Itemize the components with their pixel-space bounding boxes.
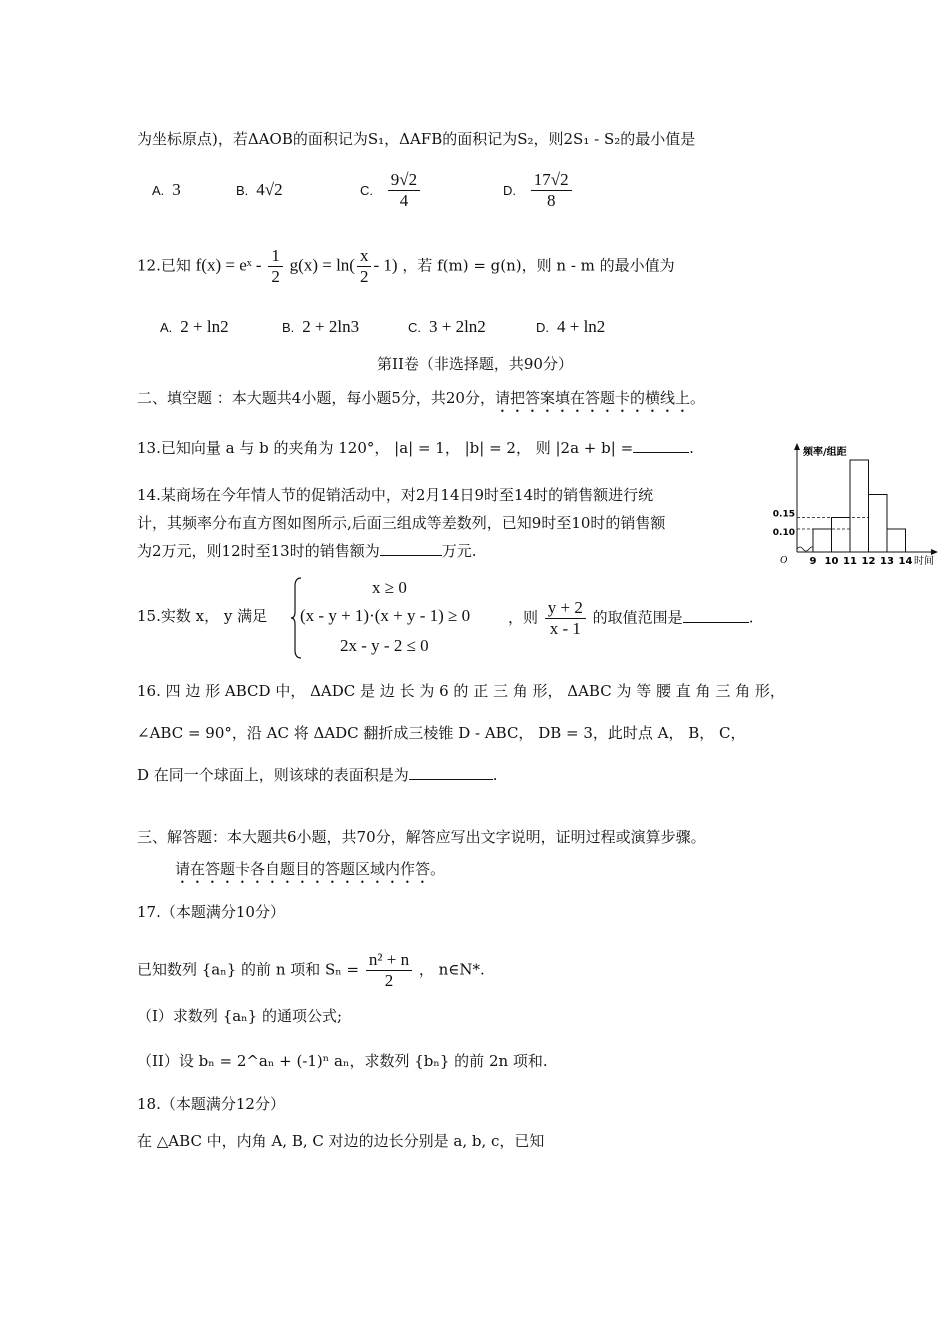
q12-option-b: B. 2 + 2ln3 bbox=[282, 317, 360, 336]
q13-answer-blank bbox=[633, 438, 689, 453]
x-tick-label: 11 bbox=[843, 556, 857, 567]
q14-line-3: 为2万元，则12时至13时的销售额为 万元. bbox=[137, 542, 477, 560]
q18-title: 18.（本题满分12分） bbox=[137, 1095, 285, 1113]
histogram-bar bbox=[887, 529, 906, 552]
histogram-bar bbox=[813, 529, 832, 552]
q12-option-a: A. 2 + ln2 bbox=[160, 317, 229, 336]
q11-option-c: C. $\frac{9√2}{4}$ bbox=[360, 170, 422, 211]
q15-condition-2: (x - y + 1)·(x + y - 1) ≥ 0 bbox=[300, 606, 471, 625]
q15-answer-blank bbox=[683, 608, 749, 623]
q17-part-2: （II）设 bₙ = 2^aₙ + (-1)ⁿ aₙ，求数列 {bₙ} 的前 2n 项和. bbox=[137, 1052, 548, 1070]
x-tick-label: 14 bbox=[898, 556, 913, 567]
q14-answer-blank bbox=[380, 541, 442, 556]
section3-heading: 三、解答题：本大题共6小题，共70分，解答应写出文字说明，证明过程或演算步骤。 bbox=[137, 828, 706, 846]
q11-stem-line: 为坐标原点)，若ΔAOB的面积记为S₁，ΔAFB的面积记为S₂，则2S₁ - S₂的最小值是 bbox=[137, 130, 696, 148]
histogram-bar bbox=[869, 495, 888, 553]
q12-stem: 12.已知 f(x) = eˣ - $\frac{1}{2}$ g(x) = ln( $\frac{x}{2}$ - 1) ，若 f(m) = g(n)，则 n - m 的最小值为 bbox=[137, 246, 675, 286]
section2-heading: 二、填空题 ：本大题共4小题，每小题5分，共20分，请把答案填在答题卡的横线上。 bbox=[137, 389, 705, 407]
axis-break bbox=[797, 547, 815, 551]
q14-line-2: 计，其频率分布直方图如图所示,后面三组成等差数列，已知9时至10时的销售额 bbox=[137, 514, 666, 532]
q14-line-1: 14.某商场在今年情人节的促销活动中，对2月14日9时至14时的销售额进行统 bbox=[137, 486, 654, 504]
x-tick-label: 13 bbox=[880, 556, 894, 567]
q12-option-d: D. 4 + ln2 bbox=[536, 317, 606, 336]
q18-stem: 在 △ABC 中，内角 A, B, C 对边的边长分别是 a, b, c，已知 bbox=[137, 1132, 545, 1150]
q17-title: 17.（本题满分10分） bbox=[137, 903, 285, 921]
q16-line-3: D 在同一个球面上，则该球的表面积是为 . bbox=[137, 766, 498, 784]
x-tick-label: 10 bbox=[824, 556, 839, 567]
q12-option-c: C. 3 + 2ln2 bbox=[408, 317, 486, 336]
y-tick-label: 0.10 bbox=[773, 528, 795, 538]
frequency-histogram bbox=[773, 440, 945, 570]
q15-condition-1: x ≥ 0 bbox=[372, 578, 407, 597]
q11-option-a: A. 3 bbox=[152, 180, 181, 199]
part2-title: 第II卷（非选择题，共90分） bbox=[377, 355, 573, 373]
histogram-bar bbox=[850, 460, 869, 552]
x-axis-arrow bbox=[931, 549, 938, 555]
q11-option-d: D. $\frac{17√2}{8}$ bbox=[503, 170, 574, 211]
q15-tail: ，则 $\frac{y + 2}{x - 1}$ 的取值范围是 . bbox=[508, 598, 754, 638]
q16-answer-blank bbox=[409, 765, 493, 780]
q17-part-1: （I）求数列 {aₙ} 的通项公式; bbox=[137, 1007, 343, 1025]
q13-stem: 13.已知向量 a 与 b 的夹角为 120°， |a| = 1， |b| = 2， 则 |2a + b| = . bbox=[137, 439, 694, 457]
q11-option-b: B. 4√2 bbox=[236, 180, 283, 199]
q16-line-2: ∠ABC = 90°，沿 AC 将 ΔADC 翻折成三棱锥 D - ABC， DB = 3，此时点 A， B， C， bbox=[137, 724, 746, 742]
histogram-bar bbox=[832, 518, 851, 553]
x-tick-label: 9 bbox=[809, 556, 817, 567]
q15-prefix: 15.实数 x， y 满足 bbox=[137, 607, 268, 625]
x-axis-label: 时间 bbox=[914, 556, 934, 567]
q16-line-1: 16. 四 边 形 ABCD 中， ΔADC 是 边 长 为 6 的 正 三 角 形， ΔABC 为 等 腰 直 角 三 角 形， bbox=[137, 682, 785, 700]
y-axis-label: 频率/组距 bbox=[803, 447, 847, 458]
q15-condition-3: 2x - y - 2 ≤ 0 bbox=[340, 636, 429, 655]
y-axis-arrow bbox=[794, 443, 800, 450]
section3-instruction: 请在答题卡各自题目的答题区域内作答。 bbox=[175, 860, 446, 878]
q17-stem: 已知数列 {aₙ} 的前 n 项和 Sₙ = $\frac{\text{n² + n}}{2}$ ， n∈N*. bbox=[137, 950, 485, 990]
x-tick-label: 12 bbox=[861, 556, 876, 567]
y-tick-label: 0.15 bbox=[773, 509, 795, 520]
origin-label: O bbox=[780, 555, 788, 566]
